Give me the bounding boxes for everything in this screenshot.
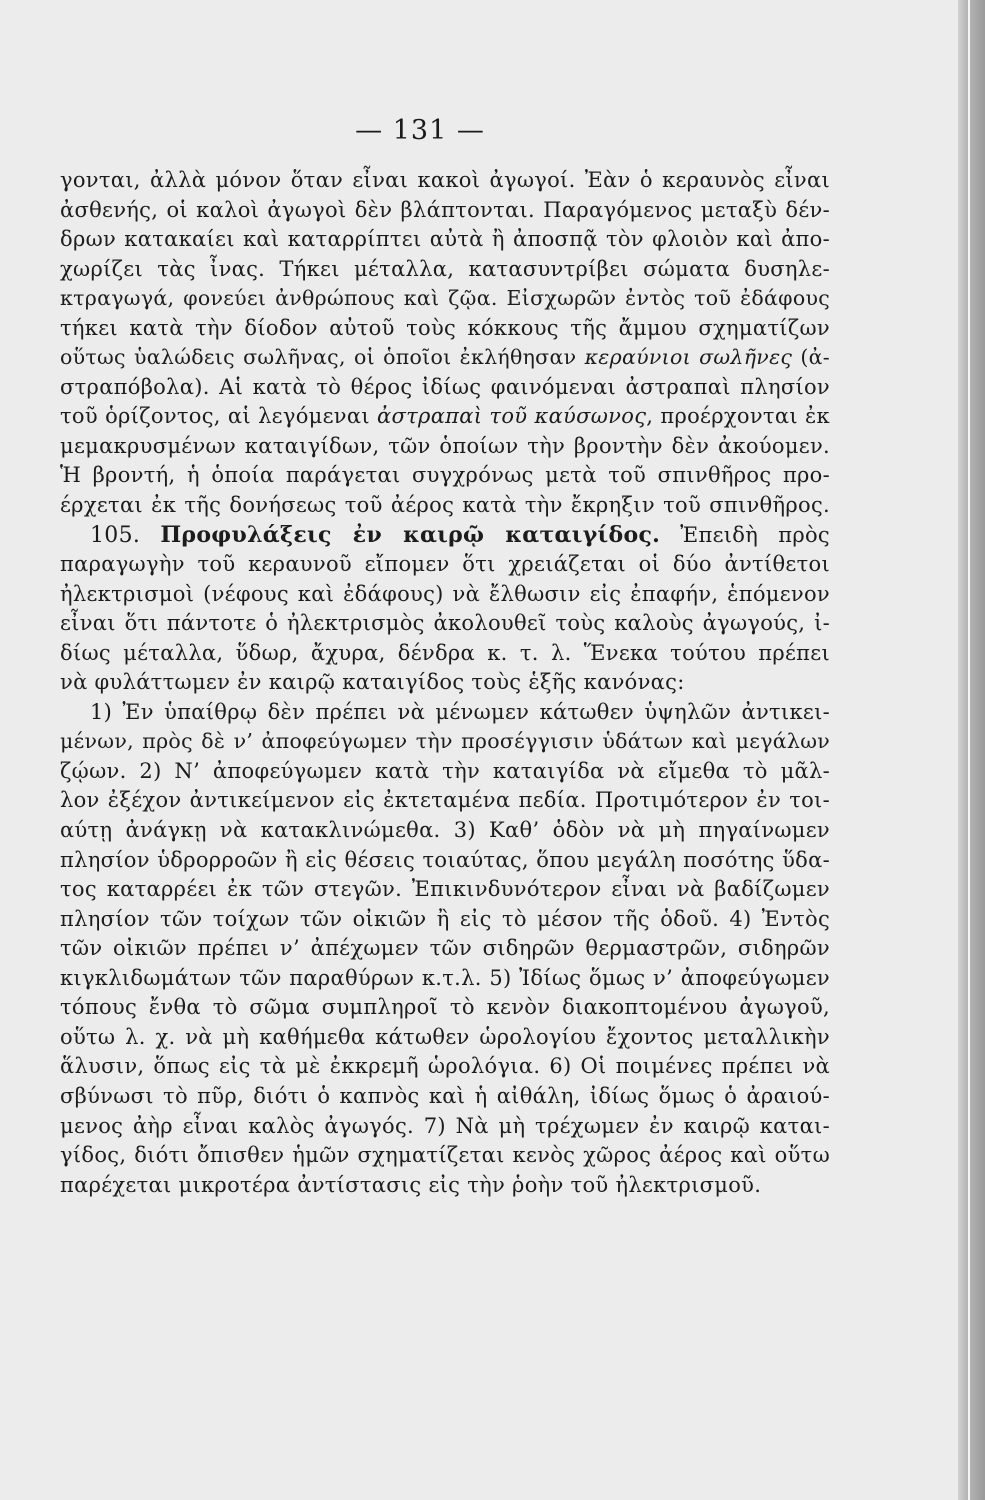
text-line: νὰ φυλάττωμεν ἐν καιρῷ καταιγίδος τοὺς ἑξῆς κανόνας: (60, 670, 685, 695)
text-line: πλησίον ὑδρορροῶν ἢ εἰς θέσεις τοιαύτας, ὅπου μεγάλη ποσότης ὕδα- (60, 847, 830, 872)
text-line: ἀσθενής, οἱ καλοὶ ἀγωγοὶ δὲν βλάπτονται. Παραγόμενος μεταξὺ δέν- (60, 197, 830, 222)
text-line: ἅλυσιν, ὅπως εἰς τὰ μὲ ἐκκρεμῆ ὡρολόγια. 6) Οἱ ποιμένες πρέπει νὰ (60, 1054, 830, 1079)
italic-term: κεραύνιοι σωλῆνες (584, 345, 793, 370)
page-edge-highlight (968, 0, 970, 1500)
text-span: (ἀ- (792, 345, 831, 370)
text-line: έρχεται ἐκ τῆς δονήσεως τοῦ ἀέρος κατὰ τὴν ἔκρηξιν τοῦ σπινθῆρος. (60, 493, 830, 518)
text-line: παρέχεται μικροτέρα ἀντίστασις εἰς τὴν ῥοὴν τοῦ ἠλεκτρισμοῦ. (60, 1172, 762, 1197)
text-line: σβύνωσι τὸ πῦρ, διότι ὁ καπνὸς καὶ ἡ αἰθάλη, ἰδίως ὅμως ὁ ἀραιού- (60, 1083, 830, 1108)
italic-term: ἀστραπαὶ τοῦ καύσωνος (377, 404, 647, 429)
text-line: γονται, ἀλλὰ μόνον ὅταν εἶναι κακοὶ ἀγωγοί. Ἐὰν ὁ κεραυνὸς εἶναι (60, 168, 830, 192)
body-text (60, 166, 830, 1200)
text-line: δρων κατακαίει καὶ καταρρίπτει αὐτὰ ἢ ἀποσπᾷ τὸν φλοιὸν καὶ ἀπο- (60, 227, 830, 252)
text-line: τόπους ἔνθα τὸ σῶμα συμπληροῖ τὸ κενὸν διακοπτομένου ἀγωγοῦ, (60, 995, 830, 1020)
text-span: Ἐπειδὴ πρὸς (660, 522, 830, 547)
section-heading-line (60, 521, 830, 551)
text-line: μένων, πρὸς δὲ ν’ ἀποφεύγωμεν τὴν προσέγγισιν ὑδάτων καὶ μεγάλων (60, 729, 830, 754)
text-line: αύτῃ ἀνάγκῃ νὰ κατακλινώμεθα. 3) Καθ’ ὁδὸν νὰ μὴ πηγαίνωμεν (60, 818, 830, 843)
text-line: τήκει κατὰ τὴν δίοδον αὐτοῦ τοὺς κόκκους τῆς ἄμμου σχηματίζων (60, 315, 830, 340)
text-line: χωρίζει τὰς ἶνας. Τήκει μέταλλα, κατασυντρίβει σώματα δυσηλε- (60, 256, 830, 281)
text-line: Ἡ βροντή, ἡ ὁποία παράγεται συγχρόνως μετὰ τοῦ σπινθῆρος προ- (60, 463, 830, 488)
text-line: εἶναι ὅτι πάντοτε ὁ ἠλεκτρισμὸς ἀκολουθεῖ τοὺς καλοὺς ἀγωγούς, ἰ- (60, 611, 830, 636)
section-number: 105. (90, 522, 141, 548)
text-line: κιγκλιδωμάτων τῶν παραθύρων κ.τ.λ. 5) Ἰδίως ὅμως ν’ ἀποφεύγωμεν (60, 965, 830, 990)
page-edge (958, 0, 985, 1500)
text-line: μεμακρυσμένων καταιγίδων, τῶν ὁποίων τὴν βροντὴν δὲν ἀκούομεν. (60, 433, 830, 458)
text-line: στραπόβολα). Αἱ κατὰ τὸ θέρος ἰδίως φαινόμεναι ἀστραπαὶ πλησίον (60, 374, 830, 399)
page-number: — 131 — (355, 115, 485, 146)
text-span: οὕτως ὑαλώδεις σωλῆνας, οἱ ὁποῖοι ἐκλήθησαν (60, 345, 585, 370)
text-line: ζῴων. 2) Ν’ ἀποφεύγωμεν κατὰ τὴν καταιγίδα νὰ εἴμεθα τὸ μᾶλ- (60, 758, 830, 783)
text-line: μενος ἀὴρ εἶναι καλὸς ἀγωγός. 7) Νὰ μὴ τρέχωμεν ἐν καιρῷ καται- (60, 1113, 830, 1138)
text-line: οὕτω λ. χ. νὰ μὴ καθήμεθα κάτωθεν ὡρολογίου ἔχοντος μεταλλικὴν (60, 1024, 830, 1049)
text-line: κτραγωγά, φονεύει ἀνθρώπους καὶ ζῷα. Εἰσχωρῶν ἐντὸς τοῦ ἐδάφους (60, 286, 830, 311)
text-line: παραγωγὴν τοῦ κεραυνοῦ εἴπομεν ὅτι χρειάζεται οἱ δύο ἀντίθετοι (60, 552, 830, 577)
text-line: 1) Ἐν ὑπαίθρῳ δὲν πρέπει νὰ μένωμεν κάτωθεν ὑψηλῶν ἀντικει- (90, 699, 830, 724)
text-line (60, 343, 830, 373)
text-span: , προέρχονται ἐκ (646, 404, 830, 429)
text-line: πλησίον τῶν τοίχων τῶν οἰκιῶν ἢ εἰς τὸ μέσον τῆς ὁδοῦ. 4) Ἐντὸς (60, 906, 830, 931)
text-span: τοῦ ὁρίζοντος, αἱ λεγόμεναι (60, 404, 378, 429)
text-line (60, 402, 830, 432)
text-line: τῶν οἰκιῶν πρέπει ν’ ἀπέχωμεν τῶν σιδηρῶν θερμαστρῶν, σιδηρῶν (60, 936, 830, 961)
text-line: γίδος, διότι ὄπισθεν ἡμῶν σχηματίζεται κενὸς χῶρος ἀέρος καὶ οὕτω (60, 1143, 830, 1168)
text-line: ἠλεκτρισμοὶ (νέφους καὶ ἐδάφους) νὰ ἔλθωσιν εἰς ἐπαφήν, ἑπόμενον (60, 581, 830, 606)
text-line: δίως μέταλλα, ὕδωρ, ἄχυρα, δένδρα κ. τ. λ. Ἕνεκα τούτου πρέπει (60, 640, 830, 665)
text-line: λον ἐξέχον ἀντικείμενον εἰς ἐκτεταμένα πεδία. Προτιμότερον ἐν τοι- (60, 788, 830, 813)
text-line: τος καταρρέει ἐκ τῶν στεγῶν. Ἐπικινδυνότερον εἶναι νὰ βαδίζωμεν (60, 877, 830, 902)
section-heading: Προφυλάξεις ἐν καιρῷ καταιγίδος. (160, 521, 661, 548)
